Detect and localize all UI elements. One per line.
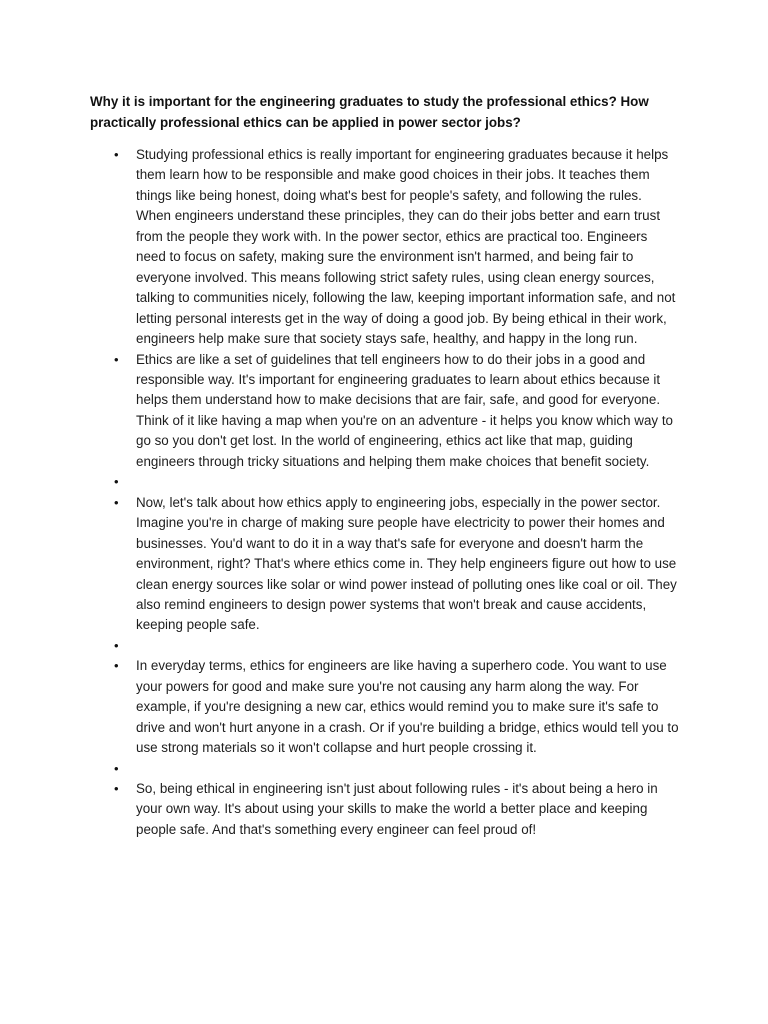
list-item-text: So, being ethical in engineering isn't just about following rules - it's about being a hero in your own way. It's about using your skills to make the world a better place and keeping people safe. And that's something every engineer can feel proud of! xyxy=(136,781,658,837)
bullet-icon: • xyxy=(114,658,119,674)
answer-list xyxy=(0,145,768,840)
list-item xyxy=(0,656,768,758)
bullet-icon: • xyxy=(114,781,119,796)
bullet-icon: • xyxy=(114,147,119,162)
list-item-text: In everyday terms, ethics for engineers are like having a superhero code. You want to use your powers for good and make sure you're not causing any harm along the way. For example, if you're designing a new car, ethics would remind you to make sure it's safe to drive and won't hurt anyone in a crash. Or if you're building a bridge, ethics would tell you to use strong materials so it won't collapse and hurt people crossing it. xyxy=(136,658,679,756)
bullet-icon: • xyxy=(114,351,119,367)
bullet-icon: • xyxy=(114,637,119,653)
list-item xyxy=(0,493,768,636)
list-item-text: Studying professional ethics is really important for engineering graduates because it helps them learn how to be responsible and make good choices in their jobs. It teaches them things like being honest, doing what's best for people's safety, and following the rules. When engineers understand these principles, they can do their jobs better and earn trust from the people they work with. In the power sector, ethics are practical too. Engineers need to focus on safety, making sure the environment isn't harmed, and being fair to everyone involved. This means following strict safety rules, using clean energy sources, talking to communities nicely, following the law, keeping important information safe, and not letting personal interests get in the way of doing a good job. By being ethical in their work, engineers help make sure that society stays safe, healthy, and happy in the long run. xyxy=(136,147,676,347)
list-item-text: Now, let's talk about how ethics apply to engineering jobs, especially in the power sector. Imagine you're in charge of making sure people have electricity to power their homes and businesses. You'd want to do it in a way that's safe for everyone and doesn't harm the environment, right? That's where ethics come in. They help engineers figure out how to use clean energy sources like solar or wind power instead of polluting ones like coal or oil. They also remind engineers to design power systems that won't break and cause accidents, keeping people safe. xyxy=(136,494,677,633)
list-item xyxy=(0,779,768,840)
list-item-text: Ethics are like a set of guidelines that tell engineers how to do their jobs in a good and responsible way. It's important for engineering graduates to learn about ethics because it helps them understand how to make decisions that are fair, safe, and good for everyone. Think of it like having a map when you're on an adventure - it helps you know which way to go so you don't get lost. In the world of engineering, ethics act like that map, guiding engineers through tricky situations and helping them make choices that benefit society. xyxy=(136,351,673,469)
empty-list-item xyxy=(0,759,768,779)
bullet-icon: • xyxy=(114,494,119,510)
bullet-icon: • xyxy=(114,474,119,490)
list-item xyxy=(0,350,768,473)
empty-list-item xyxy=(0,472,768,492)
question-heading: Why it is important for the engineering graduates to study the professional ethics? How practically professional ethics can be applied in power sector jobs? xyxy=(90,94,649,130)
empty-list-item xyxy=(0,636,768,656)
bullet-icon: • xyxy=(114,760,119,776)
list-item xyxy=(0,145,768,350)
